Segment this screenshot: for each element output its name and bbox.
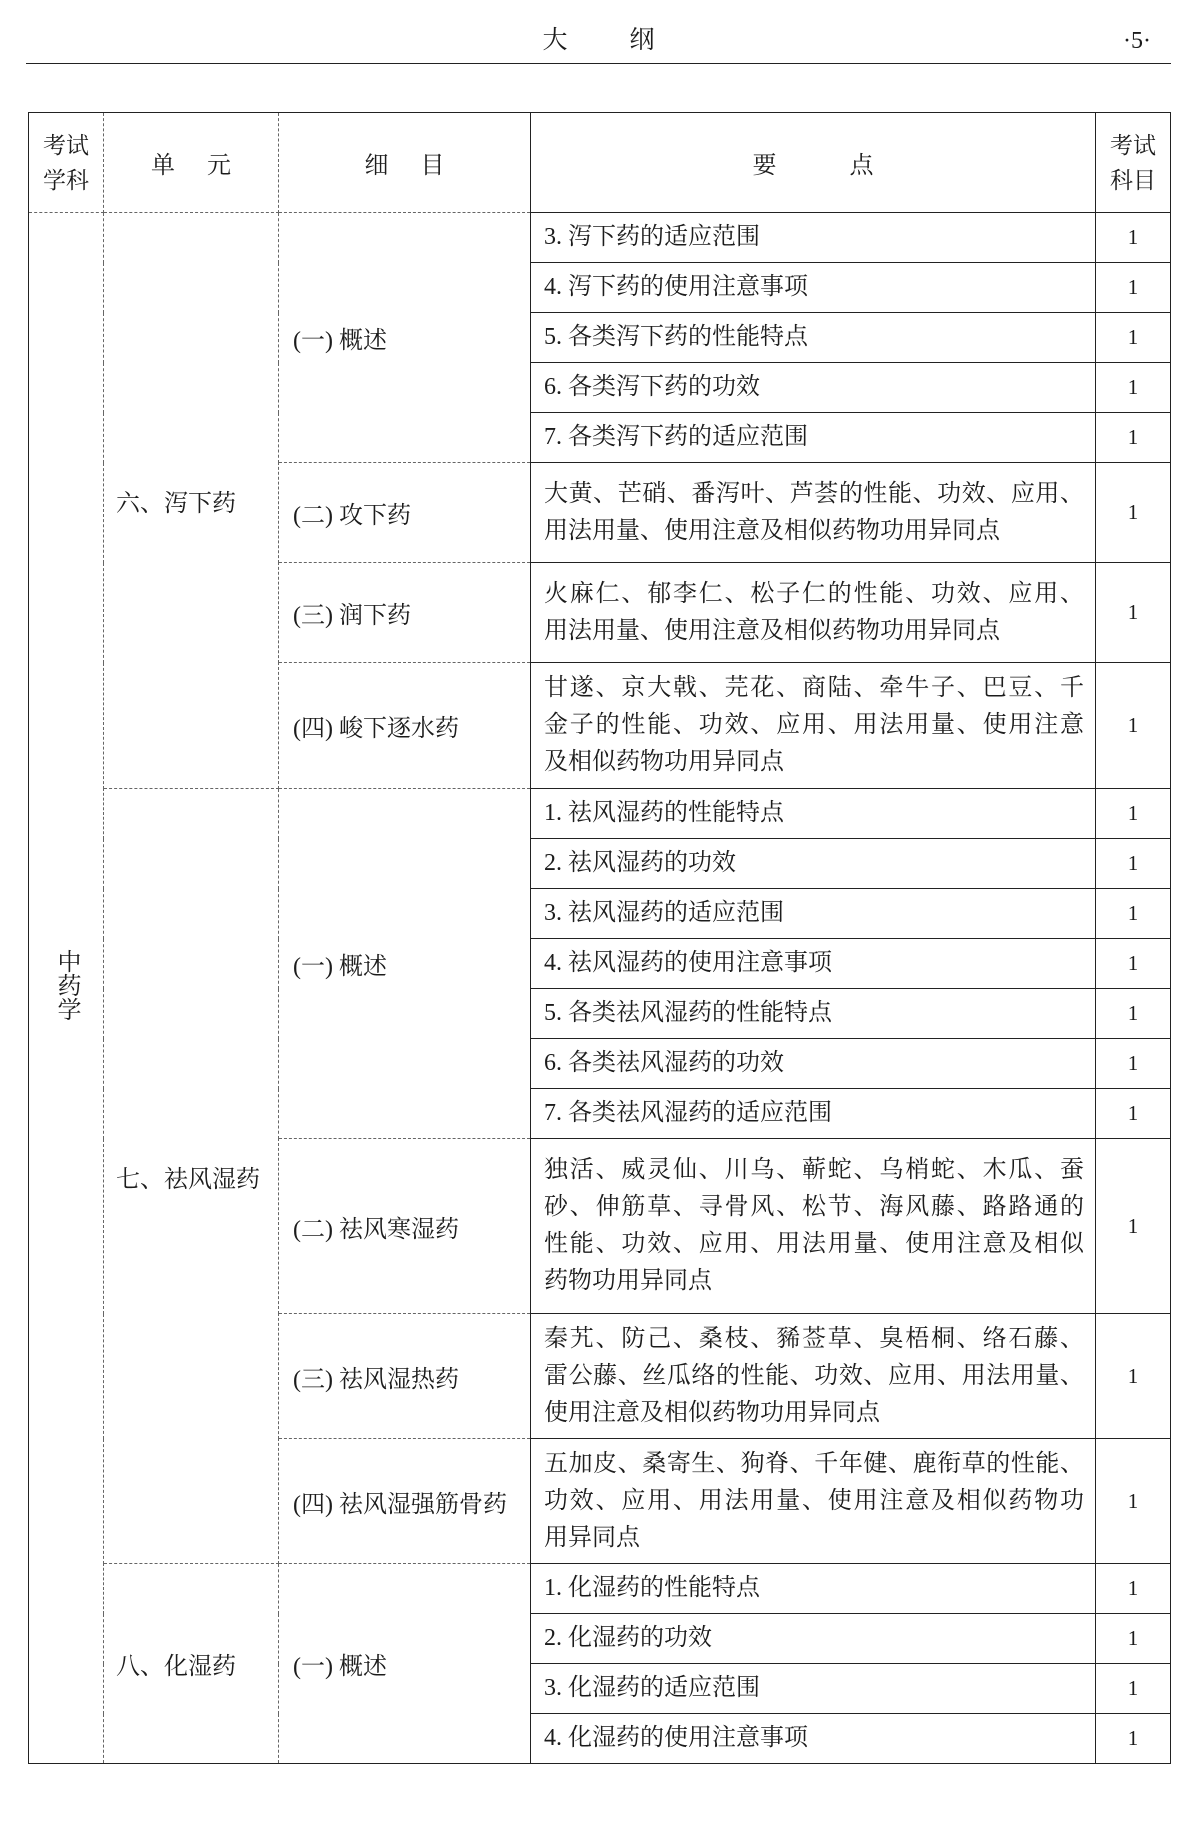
key-point-text: 性能、功效、应用、用法用量、使用注意及相似 (544, 1231, 1084, 1257)
section-cell (279, 213, 531, 463)
syllabus-table (28, 112, 1171, 1764)
exam-subject-cell: 1 (1096, 1089, 1171, 1139)
header-item-label: 细目 (364, 153, 477, 179)
key-point-text: 2. 祛风湿药的功效 (544, 850, 736, 876)
exam-subject-cell: 1 (1096, 889, 1171, 939)
key-point-text: 5. 各类祛风湿药的性能特点 (544, 1000, 832, 1026)
key-point-text: 7. 各类泻下药的适应范围 (544, 424, 808, 450)
header-exam (1096, 113, 1171, 213)
key-point-cell (531, 1439, 1096, 1564)
exam-subject-cell: 1 (1096, 1139, 1171, 1314)
key-point-text: 雷公藤、丝瓜络的性能、功效、应用、用法用量、 (544, 1362, 1084, 1389)
key-point-text: 及相似药物功用异同点 (544, 749, 784, 775)
exam-subject-cell: 1 (1096, 839, 1171, 889)
key-point-text: 1. 祛风湿药的性能特点 (544, 800, 784, 826)
key-point-text: 火麻仁、郁李仁、松子仁的性能、功效、应用、 (544, 580, 1084, 607)
key-point-text: 独活、威灵仙、川乌、蕲蛇、乌梢蛇、木瓜、蚕 (544, 1157, 1084, 1183)
exam-subject-cell: 1 (1096, 1314, 1171, 1439)
section-label: (三) 润下药 (293, 603, 411, 629)
exam-subject-cell: 1 (1096, 1439, 1171, 1564)
header-subject-line: 考试 (43, 132, 89, 158)
section-label: (二) 攻下药 (293, 503, 411, 529)
header-points (531, 113, 1096, 213)
key-point-cell (531, 1564, 1096, 1614)
section-label: (一) 概述 (293, 954, 387, 980)
key-point-text: 大黄、芒硝、番泻叶、芦荟的性能、功效、应用、 (544, 480, 1084, 507)
header-rule (26, 63, 1171, 64)
section-cell (279, 1314, 531, 1439)
key-point-text: 用法用量、使用注意及相似药物功用异同点 (544, 517, 1000, 544)
header-unit (104, 113, 279, 213)
header-exam-line: 考试 (1110, 132, 1156, 158)
section-label: (四) 祛风湿强筋骨药 (293, 1491, 507, 1518)
key-point-text: 药物功用异同点 (544, 1268, 712, 1294)
section-cell (279, 663, 531, 789)
section-label: (二) 祛风寒湿药 (293, 1216, 459, 1243)
key-point-cell (531, 413, 1096, 463)
key-point-text: 砂、伸筋草、寻骨风、松节、海风藤、路路通的 (544, 1194, 1084, 1220)
header-item (279, 113, 531, 213)
unit-cell (104, 1564, 279, 1764)
exam-subject-cell: 1 (1096, 463, 1171, 563)
key-point-text: 6. 各类祛风湿药的功效 (544, 1050, 784, 1076)
section-label: (三) 祛风湿热药 (293, 1366, 459, 1393)
exam-subject-cell: 1 (1096, 1714, 1171, 1764)
key-point-text: 4. 泻下药的使用注意事项 (544, 274, 808, 300)
unit-cell (104, 213, 279, 789)
key-point-text: 4. 化湿药的使用注意事项 (544, 1725, 808, 1751)
page-number: ·5· (1123, 28, 1151, 54)
section-label: (四) 峻下逐水药 (293, 716, 459, 742)
table-row (29, 789, 1171, 839)
header-unit-label: 单元 (151, 153, 263, 179)
key-point-text: 3. 化湿药的适应范围 (544, 1675, 760, 1701)
key-point-cell (531, 789, 1096, 839)
key-point-text: 秦艽、防己、桑枝、豨莶草、臭梧桐、络石藤、 (544, 1325, 1084, 1352)
key-point-text: 使用注意及相似药物功用异同点 (544, 1399, 880, 1426)
key-point-cell (531, 663, 1096, 789)
key-point-cell (531, 889, 1096, 939)
subject-cell (29, 213, 104, 1764)
key-point-cell (531, 989, 1096, 1039)
key-point-cell (531, 463, 1096, 563)
unit-label: 六、泻下药 (116, 491, 236, 517)
exam-subject-cell: 1 (1096, 939, 1171, 989)
key-point-text: 7. 各类祛风湿药的适应范围 (544, 1100, 832, 1126)
key-point-text: 6. 各类泻下药的功效 (544, 374, 760, 400)
key-point-cell (531, 839, 1096, 889)
key-point-text: 4. 祛风湿药的使用注意事项 (544, 950, 832, 976)
exam-subject-cell: 1 (1096, 263, 1171, 313)
key-point-text: 用法用量、使用注意及相似药物功用异同点 (544, 617, 1000, 644)
section-label: (一) 概述 (293, 328, 387, 354)
exam-subject-cell: 1 (1096, 1039, 1171, 1089)
header-subject (29, 113, 104, 213)
key-point-cell (531, 1614, 1096, 1664)
exam-subject-cell: 1 (1096, 663, 1171, 789)
key-point-text: 金子的性能、功效、应用、用法用量、使用注意 (544, 712, 1084, 738)
key-point-cell (531, 939, 1096, 989)
exam-subject-cell: 1 (1096, 363, 1171, 413)
section-label: (一) 概述 (293, 1654, 387, 1680)
table-header-row (29, 113, 1171, 213)
key-point-text: 甘遂、京大戟、芫花、商陆、牵牛子、巴豆、千 (544, 675, 1084, 701)
key-point-cell (531, 1714, 1096, 1764)
exam-subject-cell: 1 (1096, 413, 1171, 463)
key-point-cell (531, 1314, 1096, 1439)
section-cell (279, 1564, 531, 1764)
key-point-cell (531, 1664, 1096, 1714)
exam-subject-cell: 1 (1096, 1614, 1171, 1664)
exam-subject-cell: 1 (1096, 1664, 1171, 1714)
key-point-cell (531, 363, 1096, 413)
key-point-text: 5. 各类泻下药的性能特点 (544, 324, 808, 350)
unit-cell (104, 789, 279, 1564)
key-point-text: 1. 化湿药的性能特点 (544, 1575, 760, 1601)
exam-subject-cell: 1 (1096, 1564, 1171, 1614)
section-cell (279, 463, 531, 563)
exam-subject-cell: 1 (1096, 313, 1171, 363)
key-point-text: 五加皮、桑寄生、狗脊、千年健、鹿衔草的性能、 (544, 1450, 1084, 1477)
key-point-cell (531, 1139, 1096, 1314)
header-points-label: 要点 (752, 153, 947, 179)
table-row (29, 1564, 1171, 1614)
header-exam-line: 科目 (1110, 167, 1156, 193)
section-cell (279, 1439, 531, 1564)
key-point-cell (531, 563, 1096, 663)
exam-subject-cell: 1 (1096, 213, 1171, 263)
table-row (29, 213, 1171, 263)
header-subject-line: 学科 (43, 167, 89, 193)
key-point-text: 3. 泻下药的适应范围 (544, 224, 760, 250)
key-point-cell (531, 1039, 1096, 1089)
subject-label: 中药学 (53, 948, 79, 1021)
section-cell (279, 1139, 531, 1314)
key-point-cell (531, 263, 1096, 313)
page-title: 大纲 (542, 27, 717, 54)
key-point-text: 2. 化湿药的功效 (544, 1625, 712, 1651)
key-point-text: 3. 祛风湿药的适应范围 (544, 900, 784, 926)
key-point-text: 功效、应用、用法用量、使用注意及相似药物功 (544, 1487, 1084, 1514)
key-point-text: 用异同点 (544, 1524, 640, 1551)
unit-label: 七、祛风湿药 (116, 1166, 260, 1193)
section-cell (279, 789, 531, 1139)
key-point-cell (531, 213, 1096, 263)
exam-subject-cell: 1 (1096, 989, 1171, 1039)
key-point-cell (531, 1089, 1096, 1139)
unit-label: 八、化湿药 (116, 1654, 236, 1680)
section-cell (279, 563, 531, 663)
exam-subject-cell: 1 (1096, 563, 1171, 663)
key-point-cell (531, 313, 1096, 363)
exam-subject-cell: 1 (1096, 789, 1171, 839)
